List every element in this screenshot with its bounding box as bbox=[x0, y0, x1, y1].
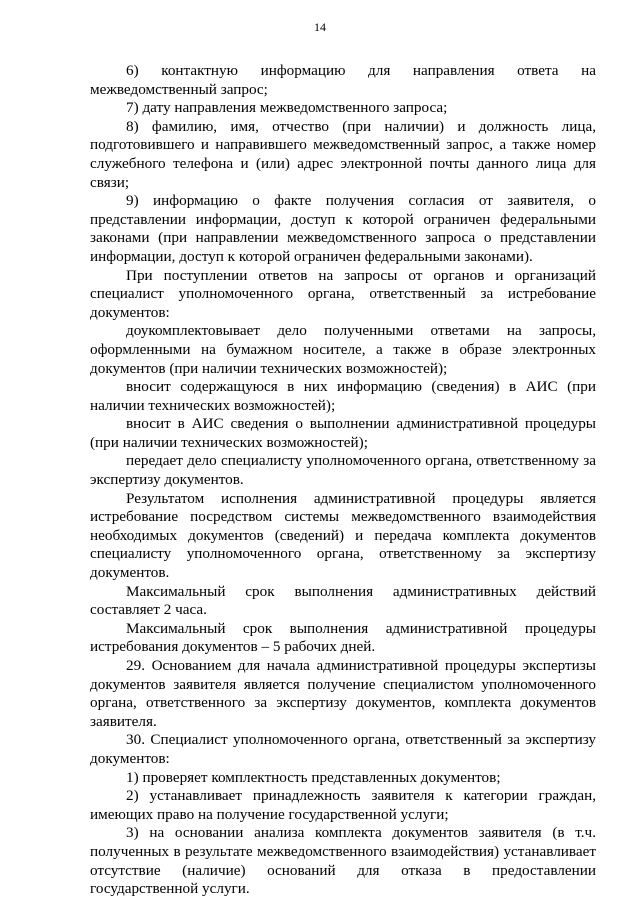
paragraph: вносит в АИС сведения о выполнении административной процедуры (при наличии технических возможностей); bbox=[90, 415, 596, 451]
paragraph: 3) на основании анализа комплекта документов заявителя (в т.ч. полученных в результате межведомственного взаимодействия) устанавливает отсутствие (наличие) оснований для отказа в предоставлении государственной услуги. bbox=[90, 824, 596, 898]
paragraph: 29. Основанием для начала административной процедуры экспертизы документов заявителя является получение специалистом уполномоченного органа, ответственного за экспертизу документов, комплекта документов заявителя. bbox=[90, 657, 596, 730]
paragraph: 9) информацию о факте получения согласия от заявителя, о представлении информации, доступ к которой ограничен федеральными законами (при направлении межведомственного запроса о представлении информации, доступ к которой ограничен федеральными законами). bbox=[90, 192, 596, 265]
paragraph: 7) дату направления межведомственного запроса; bbox=[126, 99, 448, 117]
paragraph: 8) фамилию, имя, отчество (при наличии) и должность лица, подготовившего и направившего межведомственный запрос, а также номер служебного телефона и (или) адрес электронной почты данного лица для связи; bbox=[90, 117, 596, 191]
paragraph: Результатом исполнения административной процедуры является истребование посредством системы межведомственного взаимодействия необходимых документов (сведений) и передача комплекта документов специалисту уполномоченного органа, ответственному за экспертизу документов. bbox=[90, 489, 596, 582]
paragraph: доукомплектовывает дело полученными ответами на запросы, оформленными на бумажном носителе, а также в образе электронных документов (при наличии технических возможностей); bbox=[90, 322, 596, 377]
paragraph: вносит содержащуюся в них информацию (сведения) в АИС (при наличии технических возможностей); bbox=[90, 378, 596, 414]
paragraph: 6) контактную информацию для направления ответа на межведомственный запрос; bbox=[90, 62, 596, 98]
paragraph: передает дело специалисту уполномоченного органа, ответственному за экспертизу документов. bbox=[90, 452, 596, 489]
page-number: 14 bbox=[314, 20, 326, 34]
paragraph: Максимальный срок выполнения административных действий составляет 2 часа. bbox=[90, 582, 596, 619]
paragraph: 2) устанавливает принадлежность заявителя к категории граждан, имеющих право на получение государственной услуги; bbox=[90, 787, 596, 823]
paragraph: 1) проверяет комплектность представленных документов; bbox=[126, 768, 501, 786]
paragraph: При поступлении ответов на запросы от органов и организаций специалист уполномоченного органа, ответственный за истребование документов: bbox=[90, 266, 596, 321]
document-body bbox=[90, 62, 596, 899]
paragraph: 30. Специалист уполномоченного органа, ответственный за экспертизу документов: bbox=[90, 731, 596, 767]
paragraph: Максимальный срок выполнения административной процедуры истребования документов – 5 рабочих дней. bbox=[90, 619, 596, 656]
